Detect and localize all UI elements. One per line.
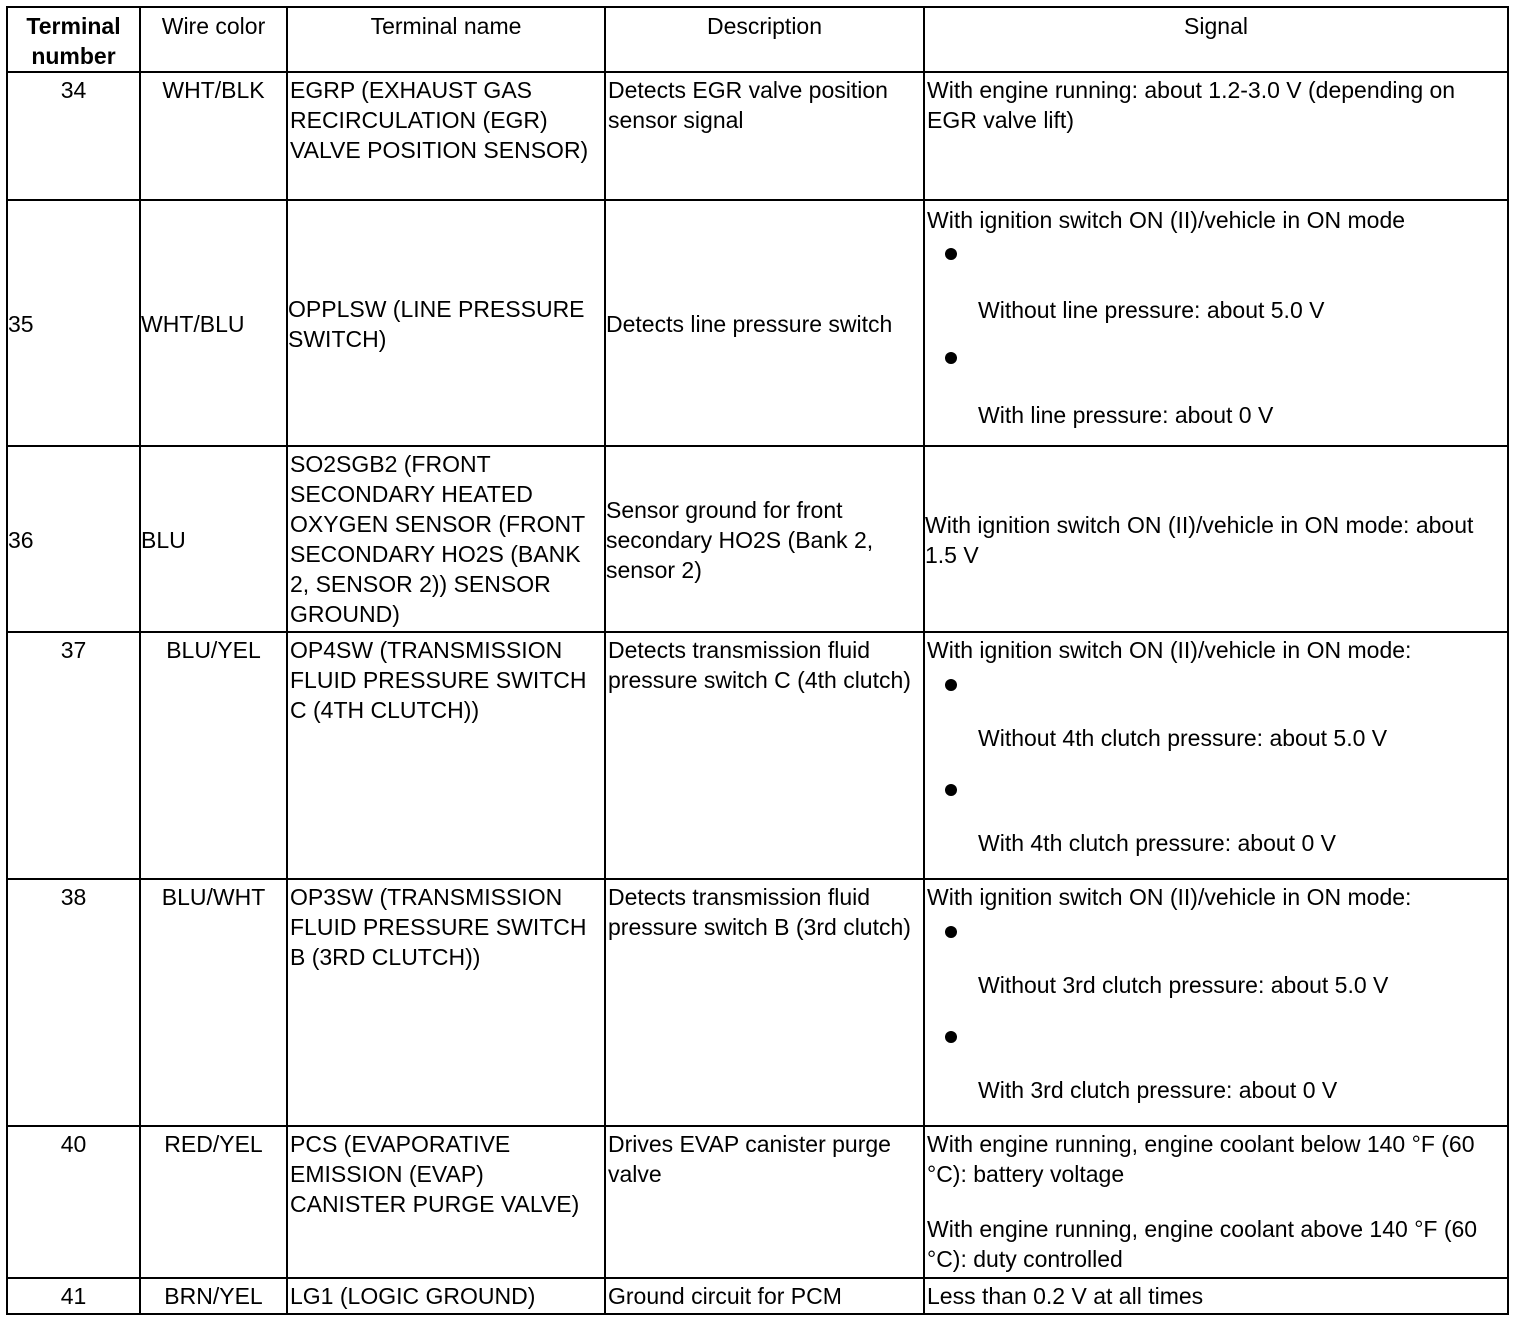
terminal-table — [6, 6, 1509, 1315]
wire-color: WHT/BLU — [140, 200, 287, 446]
table-row — [7, 1278, 1508, 1314]
signal-bullet-text: Without 3rd clutch pressure: about 5.0 V — [978, 972, 1389, 998]
description: Detects transmission fluid pressure switch C (4th clutch) — [605, 632, 924, 879]
terminal-name: OP3SW (TRANSMISSION FLUID PRESSURE SWITCH B (3RD CLUTCH)) — [287, 879, 605, 1126]
description: Sensor ground for front secondary HO2S (Bank 2, sensor 2) — [605, 446, 924, 632]
bullet-icon — [945, 679, 957, 691]
description: Detects line pressure switch — [605, 200, 924, 446]
signal-bullet-item — [927, 987, 1505, 1103]
table-row — [7, 1126, 1508, 1278]
bullet-icon — [945, 926, 957, 938]
wire-color: BLU/WHT — [140, 879, 287, 1126]
signal-intro: With ignition switch ON (II)/vehicle in ON mode — [927, 207, 1406, 233]
table-row — [7, 446, 1508, 632]
signal: With ignition switch ON (II)/vehicle in ON mode: about 1.5 V — [924, 446, 1508, 632]
bullet-icon — [945, 248, 957, 260]
description: Detects EGR valve position sensor signal — [605, 72, 924, 200]
terminal-table-container — [6, 6, 1507, 1315]
signal-intro: With ignition switch ON (II)/vehicle in ON mode: — [927, 637, 1412, 663]
table-row — [7, 632, 1508, 879]
header-terminal-number: Terminal number — [7, 7, 140, 72]
signal-bullet-item — [927, 912, 1505, 998]
signal-bullet-text: With line pressure: about 0 V — [978, 402, 1274, 428]
signal — [924, 632, 1508, 879]
table-row — [7, 200, 1508, 446]
wire-color: BRN/YEL — [140, 1278, 287, 1314]
wire-color: WHT/BLK — [140, 72, 287, 200]
signal-paragraph: With engine running, engine coolant below 140 °F (60 °C): battery voltage — [927, 1131, 1475, 1187]
signal — [924, 200, 1508, 446]
signal-bullet-item — [927, 665, 1505, 751]
wire-color: BLU/YEL — [140, 632, 287, 879]
table-row — [7, 879, 1508, 1126]
signal-bullet-text: With 4th clutch pressure: about 0 V — [978, 830, 1336, 856]
terminal-number: 40 — [7, 1126, 140, 1278]
signal-bullet-text: With 3rd clutch pressure: about 0 V — [978, 1077, 1338, 1103]
signal — [924, 879, 1508, 1126]
signal-paragraph: With engine running, engine coolant above 140 °F (60 °C): duty controlled — [927, 1216, 1478, 1272]
signal — [924, 1126, 1508, 1278]
terminal-number: 35 — [7, 200, 140, 446]
header-signal: Signal — [924, 7, 1508, 72]
header-row — [7, 7, 1508, 72]
wire-color: BLU — [140, 446, 287, 632]
terminal-number: 37 — [7, 632, 140, 879]
bullet-icon — [945, 784, 957, 796]
terminal-name: PCS (EVAPORATIVE EMISSION (EVAP) CANISTER PURGE VALVE) — [287, 1126, 605, 1278]
header-terminal-name: Terminal name — [287, 7, 605, 72]
signal-bullet-item — [927, 310, 1505, 428]
terminal-number: 36 — [7, 446, 140, 632]
signal-bullet-item — [927, 235, 1505, 323]
signal-bullet-item — [927, 740, 1505, 856]
terminal-name: LG1 (LOGIC GROUND) — [287, 1278, 605, 1314]
signal-bullet-text: Without 4th clutch pressure: about 5.0 V — [978, 725, 1388, 751]
table-row — [7, 72, 1508, 200]
description: Ground circuit for PCM — [605, 1278, 924, 1314]
terminal-number: 34 — [7, 72, 140, 200]
bullet-icon — [945, 1031, 957, 1043]
wire-color: RED/YEL — [140, 1126, 287, 1278]
terminal-number: 38 — [7, 879, 140, 1126]
header-description: Description — [605, 7, 924, 72]
signal: With engine running: about 1.2-3.0 V (depending on EGR valve lift) — [924, 72, 1508, 200]
bullet-icon — [945, 352, 957, 364]
terminal-name: OPPLSW (LINE PRESSURE SWITCH) — [287, 200, 605, 446]
terminal-name: OP4SW (TRANSMISSION FLUID PRESSURE SWITCH C (4TH CLUTCH)) — [287, 632, 605, 879]
description: Drives EVAP canister purge valve — [605, 1126, 924, 1278]
header-wire-color: Wire color — [140, 7, 287, 72]
signal: Less than 0.2 V at all times — [924, 1278, 1508, 1314]
paragraph-gap — [927, 1189, 1505, 1214]
terminal-name: EGRP (EXHAUST GAS RECIRCULATION (EGR) VALVE POSITION SENSOR) — [287, 72, 605, 200]
signal-bullet-text: Without line pressure: about 5.0 V — [978, 297, 1325, 323]
terminal-number: 41 — [7, 1278, 140, 1314]
description: Detects transmission fluid pressure switch B (3rd clutch) — [605, 879, 924, 1126]
signal-intro: With ignition switch ON (II)/vehicle in ON mode: — [927, 884, 1412, 910]
terminal-name: SO2SGB2 (FRONT SECONDARY HEATED OXYGEN SENSOR (FRONT SECONDARY HO2S (BANK 2, SENSOR 2)) SENSOR GROUND) — [287, 446, 605, 632]
